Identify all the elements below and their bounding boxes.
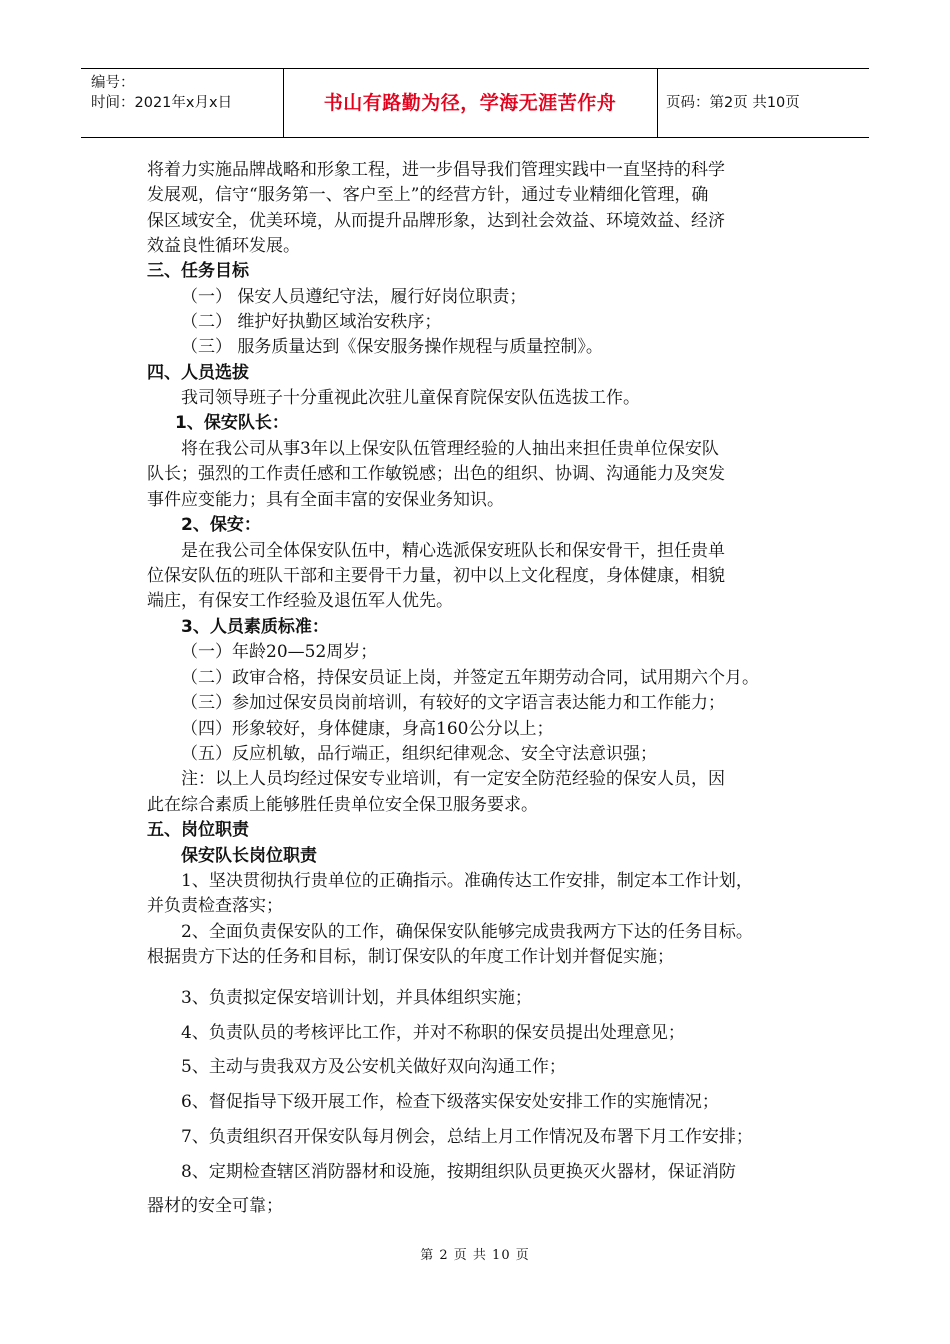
body-text-line: 将在我公司从事3年以上保安队伍管理经验的人抽出来担任贵单位保安队: [181, 439, 719, 459]
body-text-line: 位保安队伍的班队干部和主要骨干力量，初中以上文化程度，身体健康，相貌: [147, 566, 725, 586]
body-text-line: 7、负责组织召开保安队每月例会，总结上月工作情况及布署下月工作安排；: [181, 1127, 753, 1147]
body-text-line: 事件应变能力；具有全面丰富的安保业务知识。: [147, 490, 504, 510]
body-text-line: （二） 维护好执勤区域治安秩序；: [181, 312, 442, 332]
body-text-line: （一）年龄20—52周岁；: [181, 642, 378, 662]
body-text-line: 将着力实施品牌战略和形象工程，进一步倡导我们管理实践中一直坚持的科学: [147, 160, 725, 180]
body-text-line: （三） 服务质量达到《保安服务操作规程与质量控制》。: [181, 337, 603, 357]
body-text-line: （三）参加过保安员岗前培训，有较好的文字语言表达能力和工作能力；: [181, 693, 725, 713]
header-meta: [91, 73, 232, 113]
body-text-line: 我司领导班子十分重视此次驻儿童保育院保安队伍选拔工作。: [181, 388, 640, 408]
body-text-line: 并负责检查落实；: [147, 896, 283, 916]
body-text-line: （五）反应机敏，品行端正，组织纪律观念、安全守法意识强；: [181, 744, 657, 764]
body-text-line: 4、负责队员的考核评比工作，并对不称职的保安员提出处理意见；: [181, 1023, 685, 1043]
section-heading: 2、保安：: [181, 515, 261, 535]
header-divider-right: [657, 69, 658, 137]
body-text-line: 3、负责拟定保安培训计划，并具体组织实施；: [181, 988, 532, 1008]
body-text-line: 8、定期检查辖区消防器材和设施，按期组织队员更换灭火器材，保证消防: [181, 1162, 736, 1182]
body-text-line: 端庄，有保安工作经验及退伍军人优先。: [147, 591, 453, 611]
section-heading: 三、任务目标: [147, 261, 249, 281]
body-text-line: 发展观，信守“服务第一、客户至上”的经营方针，通过专业精细化管理，确: [147, 185, 709, 205]
body-text-line: 此在综合素质上能够胜任贵单位安全保卫服务要求。: [147, 795, 538, 815]
body-text-line: 保区域安全，优美环境，从而提升品牌形象，达到社会效益、环境效益、经济: [147, 211, 725, 231]
body-text-line: 是在我公司全体保安队伍中，精心选派保安班队长和保安骨干，担任贵单: [181, 541, 725, 561]
body-text-line: （一） 保安人员遵纪守法，履行好岗位职责；: [181, 287, 527, 307]
body-text-line: 5、主动与贵我双方及公安机关做好双向沟通工作；: [181, 1057, 566, 1077]
header-date: 时间：2021年x月x日: [91, 95, 233, 111]
body-text-line: 1、坚决贯彻执行贵单位的正确指示。准确传达工作安排，制定本工作计划，: [181, 871, 753, 891]
body-text-line: 根据贵方下达的任务和目标，制订保安队的年度工作计划并督促实施；: [147, 947, 674, 967]
body-text-line: 注：以上人员均经过保安专业培训，有一定安全防范经验的保安人员，因: [181, 769, 725, 789]
section-heading: 1、保安队长：: [175, 413, 289, 433]
page-footer: 第 2 页 共 10 页: [420, 1248, 530, 1263]
page-header: [81, 68, 869, 138]
section-heading: 保安队长岗位职责: [181, 846, 317, 866]
header-number-label: 编号：: [91, 75, 135, 91]
body-text-line: 2、全面负责保安队的工作，确保保安队能够完成贵我两方下达的任务目标。: [181, 922, 753, 942]
section-heading: 3、人员素质标准：: [181, 617, 329, 637]
header-page-info: 页码：第2页 共10页: [666, 95, 800, 111]
body-text-line: （二）政审合格，持保安员证上岗，并签定五年期劳动合同，试用期六个月。: [181, 668, 759, 688]
body-text-line: 效益良性循环发展。: [147, 236, 300, 256]
body-text-line: 器材的安全可靠；: [147, 1196, 283, 1216]
header-motto: 书山有路勤为径，学海无涯苦作舟: [323, 92, 617, 114]
body-text-line: 队长；强烈的工作责任感和工作敏锐感；出色的组织、协调、沟通能力及突发: [147, 464, 725, 484]
section-heading: 四、人员选拔: [147, 363, 249, 383]
body-text-line: （四）形象较好，身体健康，身高160公分以上；: [181, 719, 554, 739]
body-text-line: 6、督促指导下级开展工作，检查下级落实保安处安排工作的实施情况；: [181, 1092, 719, 1112]
section-heading: 五、岗位职责: [147, 820, 249, 840]
